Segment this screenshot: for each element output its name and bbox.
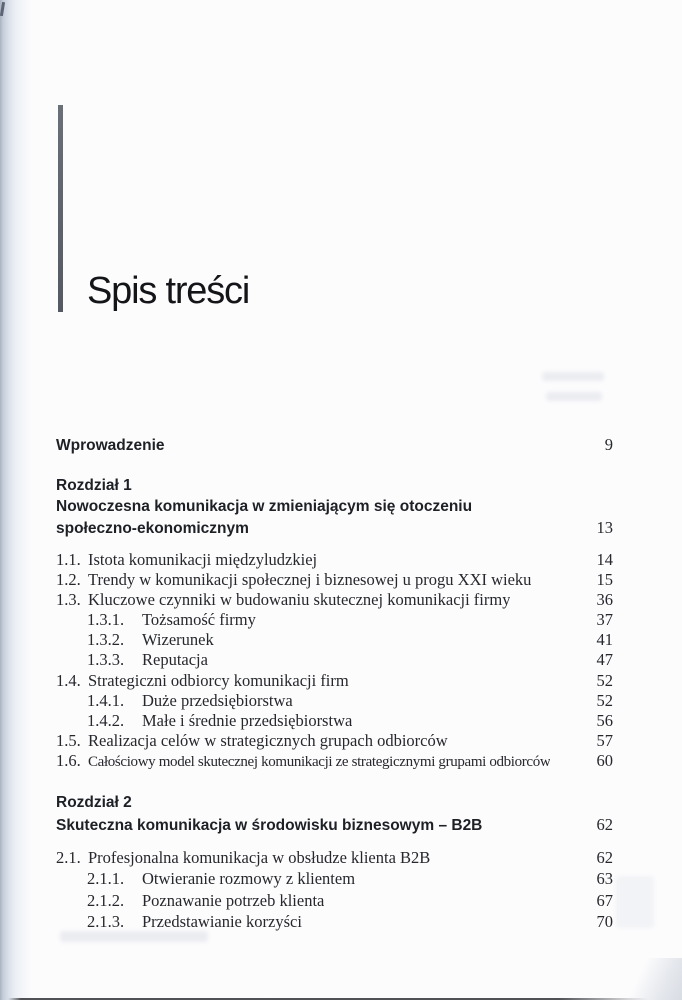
entry-number: 2.1. xyxy=(56,848,81,867)
entry-title: Tożsamość firmy xyxy=(142,610,256,630)
chapter-title-line: Nowoczesna komunikacja w zmieniającym się otoczeniu xyxy=(56,497,473,515)
entry-number: 1.3.1. xyxy=(87,610,125,630)
entry-page: 57 xyxy=(596,730,613,750)
entry-page: 60 xyxy=(596,750,613,770)
scan-corner-smudge xyxy=(610,958,682,1000)
entry-page: 63 xyxy=(596,869,613,889)
toc-entry-row xyxy=(56,570,613,590)
toc-entry-row xyxy=(56,650,613,670)
entry-number: 1.5. xyxy=(56,730,81,750)
entry-title: Profesjonalna komunikacja w obsłudze klienta B2B xyxy=(88,848,431,867)
entry-number: 1.2. xyxy=(56,570,81,590)
toc-entry-row xyxy=(56,868,613,889)
entry-number: 1.3.3. xyxy=(87,650,125,670)
intro-row xyxy=(56,434,613,457)
entry-title: Duże przedsiębiorstwa xyxy=(142,690,293,710)
toc-entry-row xyxy=(56,671,613,691)
chapter-2-heading xyxy=(56,792,613,836)
chapter-page: 13 xyxy=(596,517,613,537)
toc-entry-row xyxy=(56,911,613,932)
entry-title: Reputacja xyxy=(142,650,208,670)
entry-title: Realizacja celów w strategicznych grupach odbiorców xyxy=(88,730,448,750)
toc-entry-row xyxy=(56,751,613,771)
chapter-heading: Rozdział 1 xyxy=(56,477,132,494)
toc-entry-row xyxy=(56,731,613,751)
entry-number: 1.3. xyxy=(56,590,81,610)
entry-page: 52 xyxy=(596,690,613,710)
entry-page: 67 xyxy=(596,890,613,910)
toc-entry-row xyxy=(56,630,613,650)
entry-title: Przedstawianie korzyści xyxy=(142,911,302,931)
chapter-title-line: Skuteczna komunikacja w środowisku biznesowym – B2B xyxy=(56,816,483,834)
entry-number: 2.1.3. xyxy=(87,911,125,931)
chapter-1-entries xyxy=(56,550,613,771)
entry-page: 56 xyxy=(596,710,613,730)
showthrough-artifact xyxy=(546,392,602,401)
showthrough-artifact xyxy=(60,931,208,942)
page-title: Spis treści xyxy=(87,270,250,312)
entry-page: 47 xyxy=(596,650,613,670)
entry-title: Otwieranie rozmowy z klientem xyxy=(142,869,356,889)
entry-number: 1.6. xyxy=(56,750,81,770)
entry-title: Wizerunek xyxy=(142,630,214,650)
chapter-page: 62 xyxy=(596,814,613,834)
entry-title: Kluczowe czynniki w budowaniu skutecznej komunikacji firmy xyxy=(88,590,511,610)
chapter-2-entries xyxy=(56,847,613,932)
entry-page: 70 xyxy=(596,911,613,931)
intro-label: Wprowadzenie xyxy=(56,437,165,454)
chapter-1-heading xyxy=(56,476,613,539)
title-accent-bar xyxy=(58,105,63,312)
entry-page: 52 xyxy=(596,670,613,690)
entry-title: Istota komunikacji międzyludzkiej xyxy=(88,550,318,569)
entry-title: Poznawanie potrzeb klienta xyxy=(142,890,325,910)
toc-entry-row xyxy=(56,890,613,911)
entry-number: 1.1. xyxy=(56,550,81,569)
entry-page: 41 xyxy=(596,630,613,650)
toc-entry-row xyxy=(56,711,613,731)
entry-number: 2.1.2. xyxy=(87,890,125,910)
entry-number: 1.3.2. xyxy=(87,630,125,650)
entry-page: 62 xyxy=(596,848,613,867)
toc-entry-row xyxy=(56,847,613,868)
entry-title: Małe i średnie przedsiębiorstwa xyxy=(142,710,353,730)
entry-page: 14 xyxy=(596,550,613,569)
entry-number: 1.4. xyxy=(56,670,81,690)
showthrough-artifact xyxy=(542,372,604,381)
entry-page: 36 xyxy=(596,590,613,610)
intro-page: 9 xyxy=(604,435,613,454)
toc-entry-row xyxy=(56,550,613,570)
toc-entry-row xyxy=(56,590,613,610)
entry-title: Strategiczni odbiorcy komunikacji firm xyxy=(88,670,349,690)
toc-entry-row xyxy=(56,691,613,711)
entry-page: 15 xyxy=(596,570,613,590)
entry-title: Trendy w komunikacji społecznej i biznesowej u progu XXI wieku xyxy=(88,570,532,590)
entry-page: 37 xyxy=(596,610,613,630)
toc-entry-row xyxy=(56,610,613,630)
entry-number: 2.1.1. xyxy=(87,869,125,889)
entry-number: 1.4.1. xyxy=(87,690,125,710)
entry-number: 1.4.2. xyxy=(87,710,125,730)
chapter-title-line: społeczno-ekonomicznym xyxy=(56,519,249,537)
entry-title: Całościowy model skutecznej komunikacji ze strategicznymi grupami odbiorców xyxy=(88,753,551,770)
scan-left-edge xyxy=(0,0,32,1000)
chapter-heading: Rozdział 2 xyxy=(56,794,132,811)
showthrough-artifact xyxy=(616,876,654,928)
